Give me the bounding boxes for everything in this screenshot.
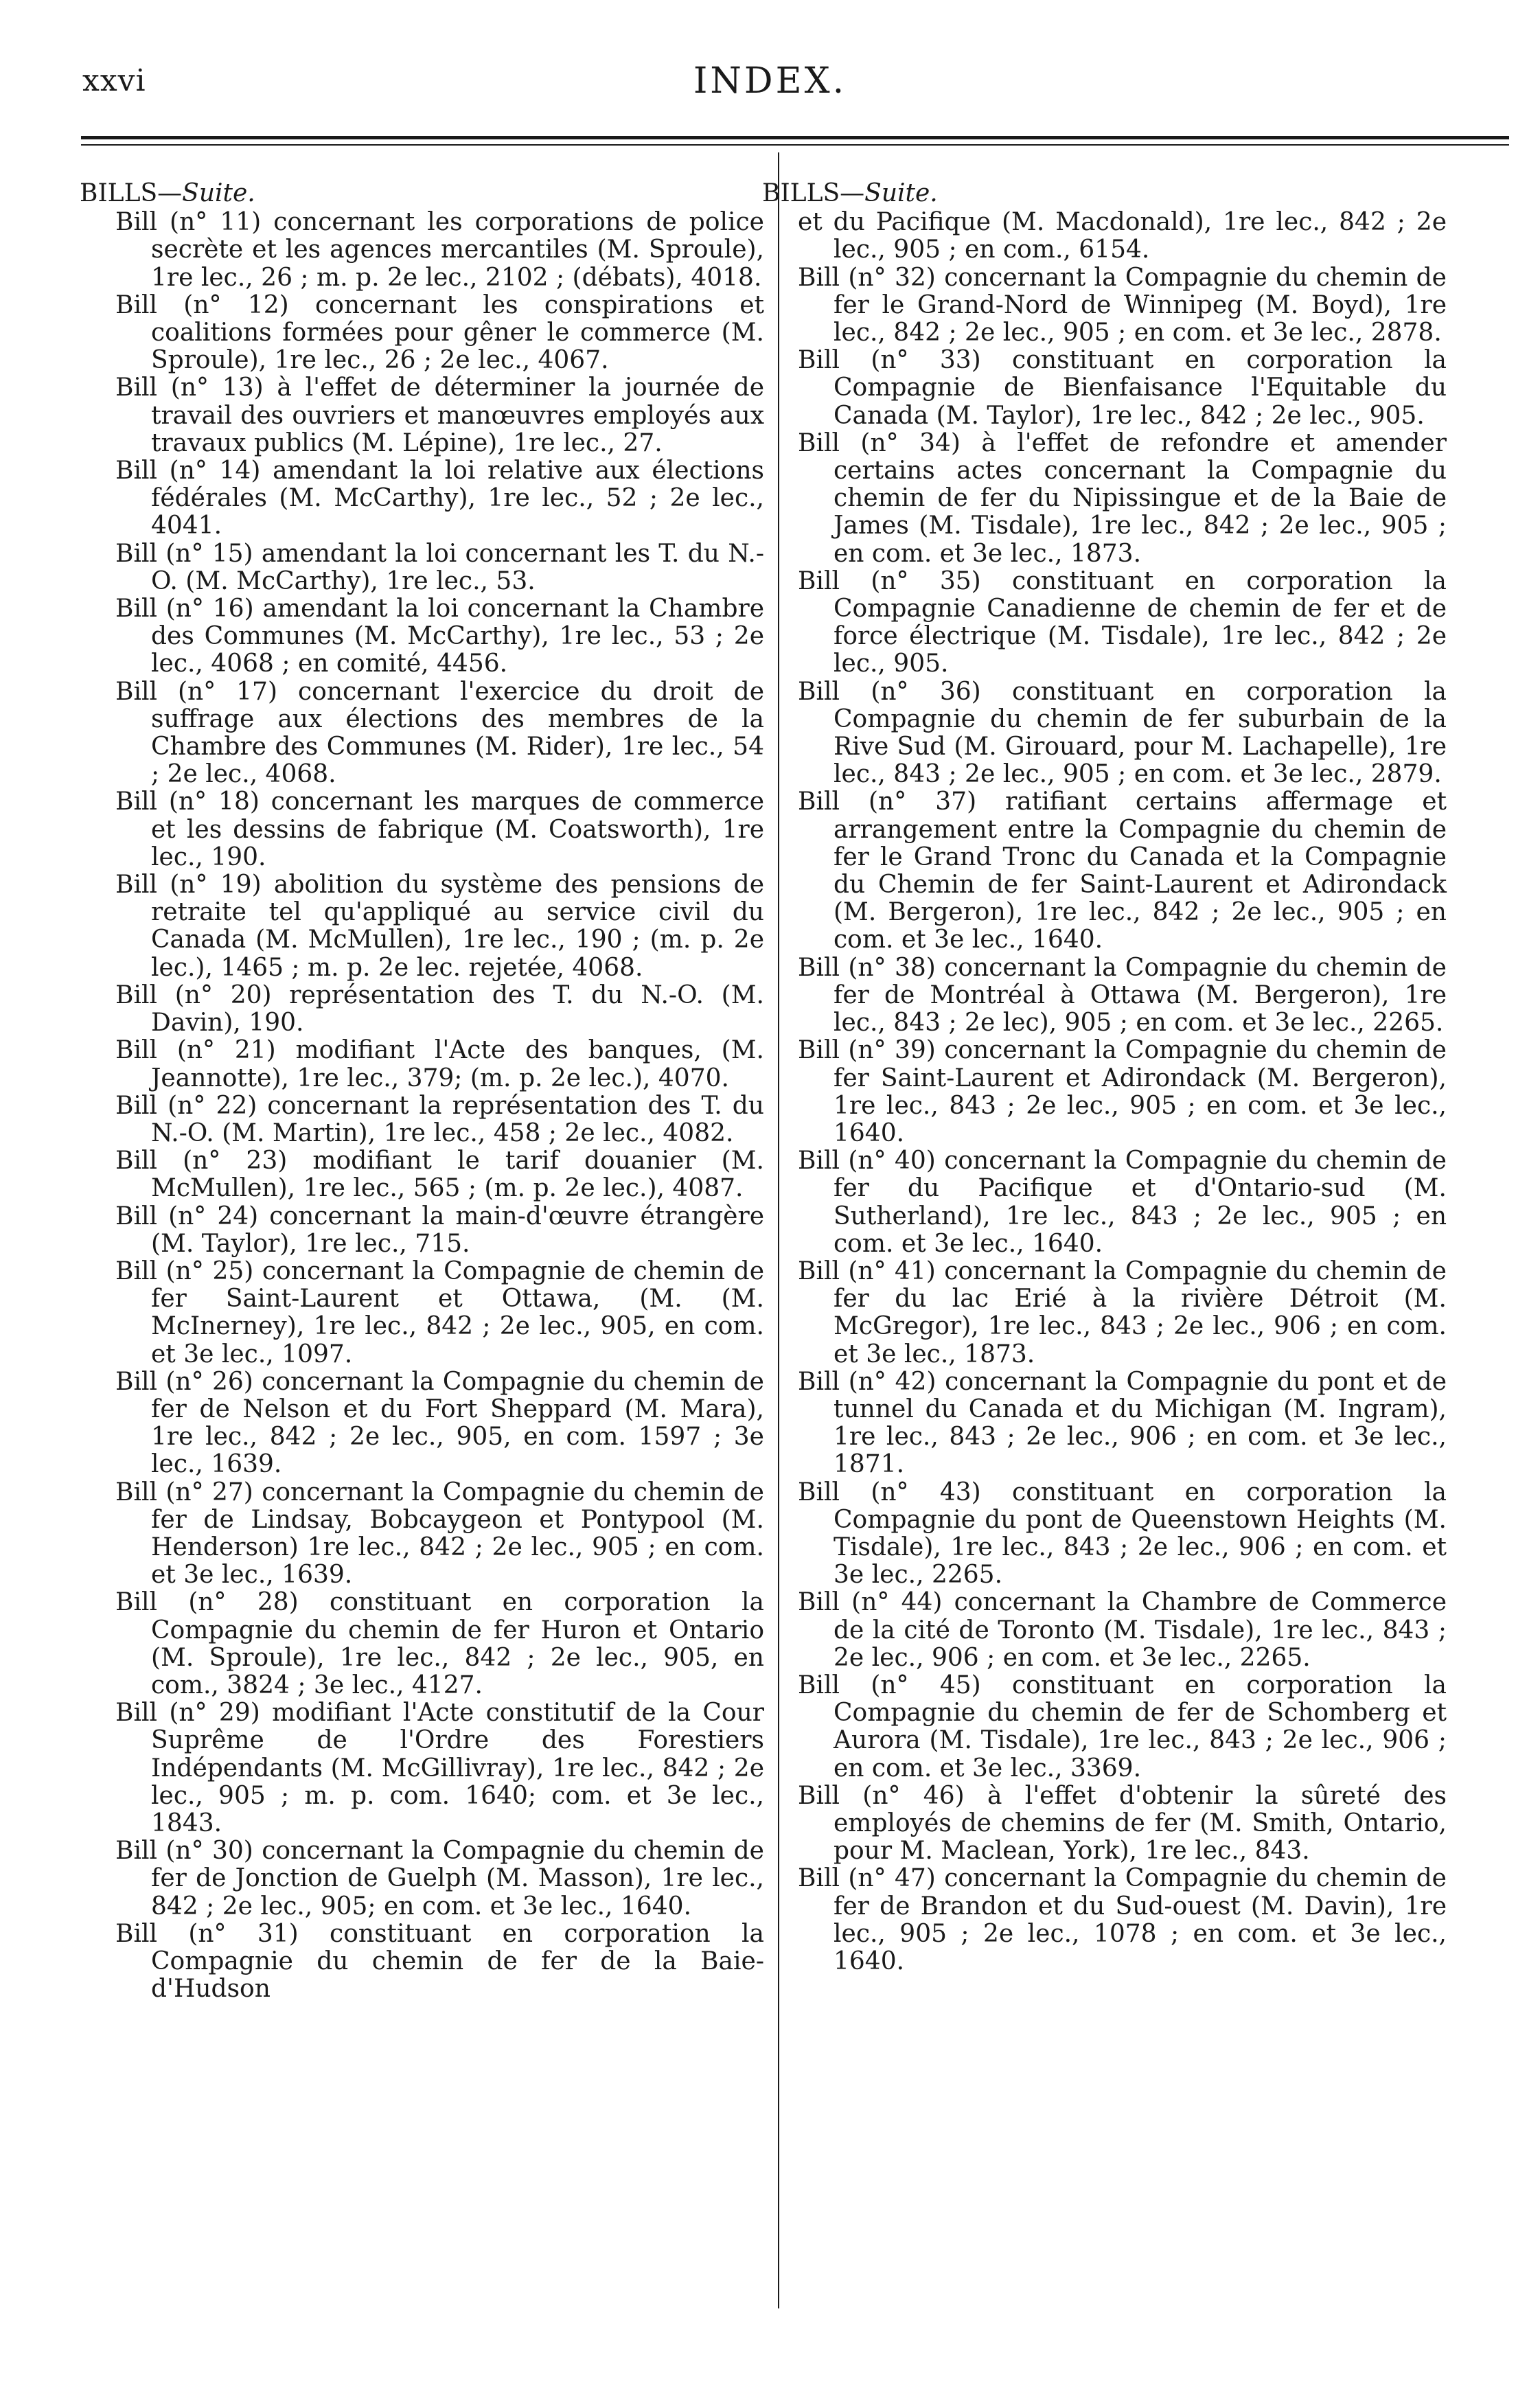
- index-entry: Bill (n° 42) concernant la Compagnie du pont et de tunnel du Canada et du Michigan (M. Ingram), 1re lec., 843 ; 2e lec., 906 ; en com. et 3e lec., 1871.: [798, 1367, 1447, 1479]
- index-entry: Bill (n° 41) concernant la Compagnie du chemin de fer du lac Erié à la rivière Détroit (M. McGregor), 1re lec., 843 ; 2e lec., 906 ; en com. et 3e lec., 1873.: [798, 1257, 1447, 1368]
- heading-suffix: Suite.: [864, 179, 938, 207]
- index-entry: Bill (n° 34) à l'effet de refondre et amender certains actes concernant la Compagnie du chemin de fer du Nipissingue et de la Baie de James (M. Tisdale), 1re lec., 842 ; 2e lec., 905 ; en com. et 3e lec., 1873.: [798, 428, 1447, 568]
- index-entry: Bill (n° 19) abolition du système des pensions de retraite tel qu'appliqué au service civil du Canada (M. McMullen), 1re lec., 190 ; (m. p. 2e lec.), 1465 ; m. p. 2e lec. rejetée, 4068.: [115, 871, 764, 982]
- index-entry: Bill (n° 24) concernant la main-d'œuvre étrangère (M. Taylor), 1re lec., 715.: [115, 1202, 764, 1258]
- column-divider: [778, 152, 779, 2308]
- page-number: xxvi: [82, 63, 146, 98]
- index-entry: Bill (n° 31) constituant en corporation la Compagnie du chemin de fer de la Baie-d'Hudson: [115, 1919, 764, 2004]
- index-entry: Bill (n° 12) concernant les conspirations et coalitions formées pour gêner le commerce (M. Sproule), 1re lec., 26 ; 2e lec., 4067.: [115, 290, 764, 375]
- left-column: [80, 179, 764, 2004]
- running-head: INDEX.: [693, 60, 847, 102]
- index-entry: Bill (n° 14) amendant la loi relative aux élections fédérales (M. McCarthy), 1re lec., 52 ; 2e lec., 4041.: [115, 457, 764, 540]
- index-entry: Bill (n° 32) concernant la Compagnie du chemin de fer le Grand-Nord de Winnipeg (M. Boyd), 1re lec., 842 ; 2e lec., 905 ; en com. et 3e lec., 2878.: [798, 263, 1447, 347]
- index-entry: Bill (n° 13) à l'effet de déterminer la journée de travail des ouvriers et manœuvres employés aux travaux publics (M. Lépine), 1re lec., 27.: [115, 374, 764, 457]
- index-entry: Bill (n° 29) modifiant l'Acte constitutif de la Cour Suprême de l'Ordre des Forestiers Indépendants (M. McGillivray), 1re lec., 842 ; 2e lec., 905 ; m. p. com. 1640; com. et 3e lec., 1843.: [115, 1699, 764, 1837]
- index-entry: Bill (n° 33) constituant en corporation la Compagnie de Bienfaisance l'Equitable du Canada (M. Taylor), 1re lec., 842 ; 2e lec., 905.: [798, 346, 1447, 430]
- index-entry: Bill (n° 16) amendant la loi concernant la Chambre des Communes (M. McCarthy), 1re lec., 53 ; 2e lec., 4068 ; en comité, 4456.: [115, 595, 764, 678]
- header-rule: [81, 136, 1509, 139]
- index-entry: Bill (n° 44) concernant la Chambre de Commerce de la cité de Toronto (M. Tisdale), 1re lec., 843 ; 2e lec., 906 ; en com. et 3e lec., 2265.: [798, 1588, 1447, 1672]
- index-entry: Bill (n° 43) constituant en corporation la Compagnie du pont de Queenstown Heights (M. Tisdale), 1re lec., 843 ; 2e lec., 906 ; en com. et 3e lec., 2265.: [798, 1478, 1447, 1590]
- index-entry: Bill (n° 21) modifiant l'Acte des banques, (M. Jeannotte), 1re lec., 379; (m. p. 2e lec.), 4070.: [115, 1036, 764, 1092]
- index-entry: Bill (n° 17) concernant l'exercice du droit de suffrage aux élections des membres de la Chambre des Communes (M. Rider), 1re lec., 54 ; 2e lec., 4068.: [115, 677, 764, 789]
- index-entry: Bill (n° 38) concernant la Compagnie du chemin de fer de Montréal à Ottawa (M. Bergeron), 1re lec., 843 ; 2e lec), 905 ; en com. et 3e lec., 2265.: [798, 953, 1447, 1037]
- index-entry: Bill (n° 30) concernant la Compagnie du chemin de fer de Jonction de Guelph (M. Masson), 1re lec., 842 ; 2e lec., 905; en com. et 3e lec., 1640.: [115, 1837, 764, 1920]
- heading-term: BILLS: [762, 179, 840, 207]
- index-entry: Bill (n° 39) concernant la Compagnie du chemin de fer Saint-Laurent et Adirondack (M. Bergeron), 1re lec., 843 ; 2e lec., 905 ; en com. et 3e lec., 1640.: [798, 1036, 1447, 1147]
- index-entry: Bill (n° 20) représentation des T. du N.-O. (M. Davin), 190.: [115, 980, 764, 1037]
- header-rule: [81, 144, 1509, 146]
- index-entry: Bill (n° 23) modifiant le tarif douanier (M. McMullen), 1re lec., 565 ; (m. p. 2e lec.), 4087.: [115, 1147, 764, 1203]
- index-entry: Bill (n° 26) concernant la Compagnie du chemin de fer de Nelson et du Fort Sheppard (M. Mara), 1re lec., 842 ; 2e lec., 905, en com. 1597 ; 3e lec., 1639.: [115, 1367, 764, 1479]
- index-entry: Bill (n° 37) ratifiant certains affermage et arrangement entre la Compagnie du chemin de fer le Grand Tronc du Canada et la Compagnie du Chemin de fer Saint-Laurent et Adirondack (M. Bergeron), 1re lec., 842 ; 2e lec., 905 ; en com. et 3e lec., 1640.: [798, 788, 1447, 954]
- index-entry: Bill (n° 35) constituant en corporation la Compagnie Canadienne de chemin de fer et de force électrique (M. Tisdale), 1re lec., 842 ; 2e lec., 905.: [798, 566, 1447, 678]
- heading-suffix: Suite.: [182, 179, 255, 207]
- heading-term: BILLS: [80, 179, 158, 207]
- continued-heading: BILLS—Suite.: [762, 179, 938, 207]
- index-entry: Bill (n° 28) constituant en corporation la Compagnie du chemin de fer Huron et Ontario (M. Sproule), 1re lec., 842 ; 2e lec., 905, en com., 3824 ; 3e lec., 4127.: [115, 1588, 764, 1699]
- index-entry: et du Pacifique (M. Macdonald), 1re lec., 842 ; 2e lec., 905 ; en com., 6154.: [798, 208, 1447, 264]
- index-entry: Bill (n° 46) à l'effet d'obtenir la sûreté des employés de chemins de fer (M. Smith, Ontario, pour M. Maclean, York), 1re lec., 843.: [798, 1781, 1447, 1866]
- index-entry: Bill (n° 18) concernant les marques de commerce et les dessins de fabrique (M. Coatsworth), 1re lec., 190.: [115, 788, 764, 871]
- index-entry: Bill (n° 15) amendant la loi concernant les T. du N.-O. (M. McCarthy), 1re lec., 53.: [115, 539, 764, 595]
- index-entry: Bill (n° 47) concernant la Compagnie du chemin de fer de Brandon et du Sud-ouest (M. Davin), 1re lec., 905 ; 2e lec., 1078 ; en com. et 3e lec., 1640.: [798, 1864, 1447, 1975]
- right-column: [762, 179, 1447, 1975]
- index-entry: Bill (n° 25) concernant la Compagnie de chemin de fer Saint-Laurent et Ottawa, (M. (M. McInerney), 1re lec., 842 ; 2e lec., 905, en com. et 3e lec., 1097.: [115, 1257, 764, 1368]
- continued-heading: BILLS—Suite.: [80, 179, 255, 207]
- index-entry: Bill (n° 22) concernant la représentation des T. du N.-O. (M. Martin), 1re lec., 458 ; 2e lec., 4082.: [115, 1091, 764, 1147]
- index-entry: Bill (n° 27) concernant la Compagnie du chemin de fer de Lindsay, Bobcaygeon et Pontypool (M. Henderson) 1re lec., 842 ; 2e lec., 905 ; en com. et 3e lec., 1639.: [115, 1478, 764, 1590]
- index-entry: Bill (n° 36) constituant en corporation la Compagnie du chemin de fer suburbain de la Rive Sud (M. Girouard, pour M. Lachapelle), 1re lec., 843 ; 2e lec., 905 ; en com. et 3e lec., 2879.: [798, 677, 1447, 789]
- index-entry: Bill (n° 11) concernant les corporations de police secrète et les agences mercantiles (M. Sproule), 1re lec., 26 ; m. p. 2e lec., 2102 ; (débats), 4018.: [115, 208, 764, 292]
- index-entry: Bill (n° 45) constituant en corporation la Compagnie du chemin de fer de Schomberg et Aurora (M. Tisdale), 1re lec., 843 ; 2e lec., 906 ; en com. et 3e lec., 3369.: [798, 1671, 1447, 1782]
- index-entry: Bill (n° 40) concernant la Compagnie du chemin de fer du Pacifique et d'Ontario-sud (M. Sutherland), 1re lec., 843 ; 2e lec., 905 ; en com. et 3e lec., 1640.: [798, 1147, 1447, 1258]
